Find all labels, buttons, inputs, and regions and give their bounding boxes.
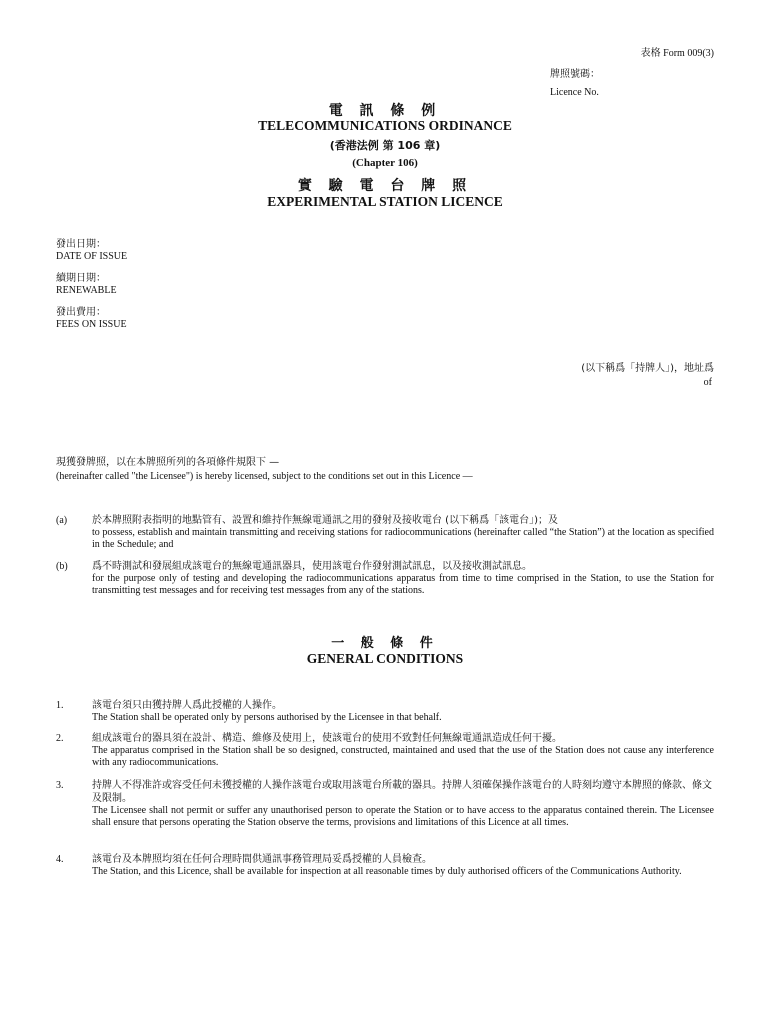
form-reference: 表格 Form 009(3) xyxy=(640,48,714,59)
clause-b xyxy=(92,560,714,597)
chapter-en: (Chapter 106) xyxy=(352,157,418,169)
condition-2 xyxy=(92,732,714,769)
clause-a xyxy=(92,514,714,551)
field-label-en: DATE OF ISSUE xyxy=(56,251,128,262)
field-label-zh: 發出費用： xyxy=(56,307,106,318)
clause-label: (b) xyxy=(56,561,68,572)
clause-text-zh: 爲不時測試和發展組成該電台的無線電通訊器具，使用該電台作發射測試訊息，以及接收測試訊息。 xyxy=(92,561,532,572)
field-label-zh: 發出日期： xyxy=(56,239,106,250)
grant-text-zh: 現獲發牌照，以在本牌照所列的各項條件規限下 — xyxy=(56,457,280,468)
licence-title-en: EXPERIMENTAL STATION LICENCE xyxy=(267,194,503,209)
field-date-of-issue xyxy=(56,238,127,263)
condition-text-en: The Station shall be operated only by persons authorised by the Licensee in that behalf. xyxy=(92,712,442,723)
condition-text-en: The Station, and this Licence, shall be available for inspection at all reasonable times by duly authorised officers of the Communications Authority. xyxy=(92,866,682,877)
chapter-zh: (香港法例 第 106 章) xyxy=(329,139,441,152)
condition-text-en: The apparatus comprised in the Station shall be so designed, constructed, maintained and used that the use of the Station does not cause any interference with any radiocommunications. xyxy=(92,745,714,768)
clause-label: (a) xyxy=(56,515,68,526)
condition-number: 3. xyxy=(56,780,64,791)
condition-text-en: The Licensee shall not permit or suffer any unauthorised person to operate the Station or to have access to the apparatus contained therein. The Licensee shall ensure that persons operating the Station observe the terms, provisions and limitations of this Licence at all times. xyxy=(92,805,714,828)
field-label-zh: 續期日期： xyxy=(56,273,106,284)
general-conditions-heading-en: GENERAL CONDITIONS xyxy=(306,651,464,666)
general-conditions-heading-zh: 一 般 條 件 xyxy=(331,636,439,651)
condition-4 xyxy=(92,853,714,878)
licence-title-zh: 實 驗 電 台 牌 照 xyxy=(297,178,473,194)
condition-number: 4. xyxy=(56,854,64,865)
condition-text-zh: 該電台及本牌照均須在任何合理時間供通訊事務管理局妥爲授權的人員檢查。 xyxy=(92,854,432,865)
licensee-address-zh: (以下稱爲「持牌人」)，地址爲 xyxy=(581,363,714,374)
condition-text-zh: 組成該電台的器具須在設計、構造、維修及使用上，使該電台的使用不致對任何無線電通訊造成任何干擾。 xyxy=(92,733,562,744)
licensee-address-en: of xyxy=(703,377,712,388)
licence-no-label-en: Licence No. xyxy=(550,87,599,98)
licence-no-label-zh: 牌照號碼： xyxy=(550,69,600,80)
field-renewable xyxy=(56,272,117,297)
field-label-en: RENEWABLE xyxy=(56,285,117,296)
ordinance-title-en: TELECOMMUNICATIONS ORDINANCE xyxy=(258,118,512,133)
condition-number: 1. xyxy=(56,700,64,711)
clause-text-en: for the purpose only of testing and developing the radiocommunications apparatus from time to time comprised in the Station, to use the Station for transmitting test messages and for receiving test messages from any of the stations. xyxy=(92,573,714,596)
condition-number: 2. xyxy=(56,733,64,744)
condition-text-zh: 該電台須只由獲持牌人爲此授權的人操作。 xyxy=(92,700,282,711)
condition-3 xyxy=(92,779,714,829)
condition-1 xyxy=(92,699,714,724)
condition-text-zh: 持牌人不得准許或容受任何未獲授權的人操作該電台或取用該電台所載的器具。持牌人須確保操作該電台的人時刻均遵守本牌照的條款、條文及限制。 xyxy=(92,780,712,804)
clause-text-zh: 於本牌照附表指明的地點管有、設置和維持作無線電通訊之用的發射及接收電台 (以下稱爲「該電台」)；及 xyxy=(92,515,558,526)
field-label-en: FEES ON ISSUE xyxy=(56,319,127,330)
clause-text-en: to possess, establish and maintain transmitting and receiving stations for radiocommunications (hereinafter called “the Station”) at the location as specified in the Schedule; and xyxy=(92,527,714,550)
field-fees-on-issue xyxy=(56,306,127,331)
grant-text-en: (hereinafter called "the Licensee") is hereby licensed, subject to the conditions set out in this Licence — xyxy=(56,471,473,482)
ordinance-title-zh: 電 訊 條 例 xyxy=(328,103,442,119)
